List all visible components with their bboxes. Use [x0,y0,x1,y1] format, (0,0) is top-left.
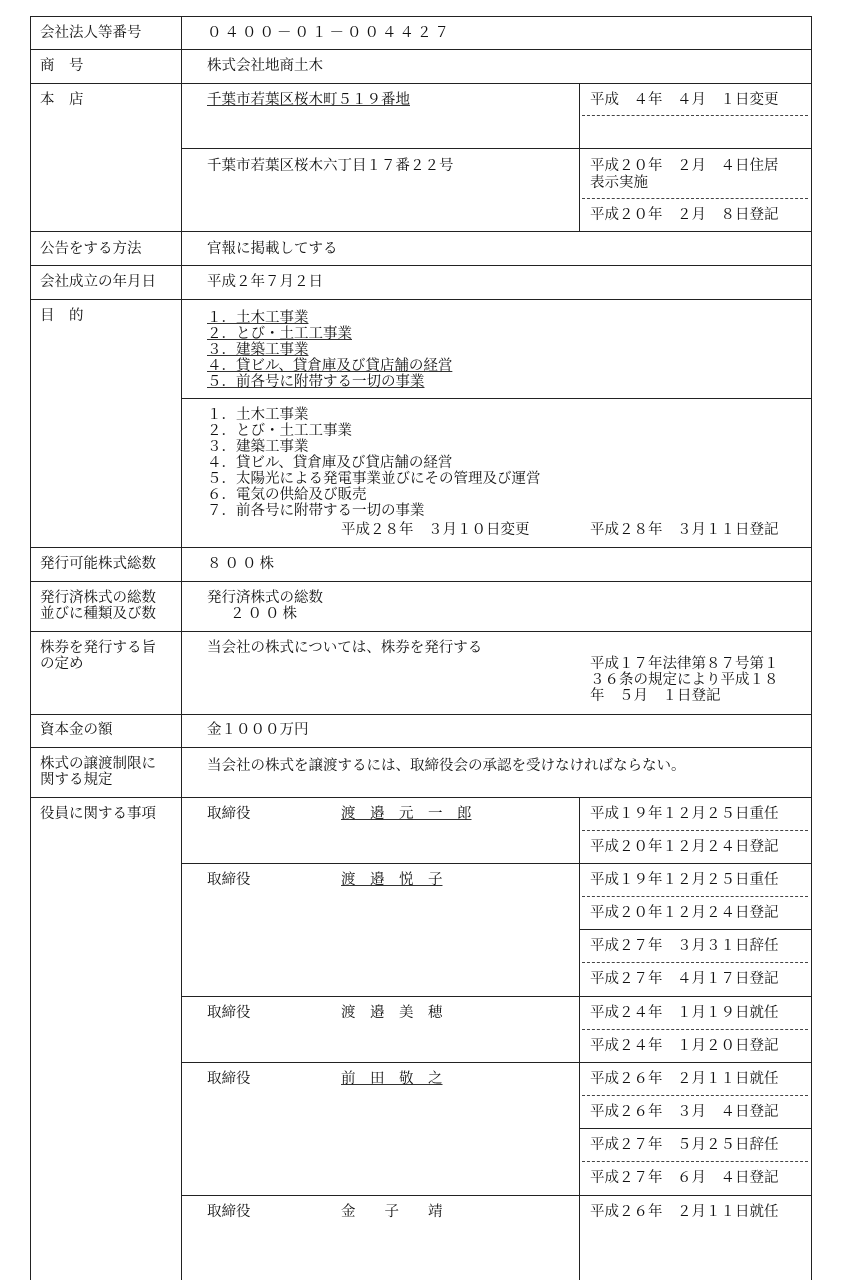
row-divider [181,1195,811,1196]
old-purpose-item: ４．貸ビル、貸倉庫及び貸店舗の経営 [207,358,453,374]
purpose-item: ５．太陽光による発電事業並びにその管理及び運営 [207,471,541,487]
row-divider [579,1128,811,1129]
purpose-item: ４．貸ビル、貸倉庫及び貸店舗の経営 [207,455,453,471]
share-certificates-note: 平成１７年法律第８７号第１ [590,656,779,672]
officer-name: 金 子 靖 [341,1204,443,1220]
label-divider [181,16,182,1280]
transfer-restriction-label: 関する規定 [40,772,113,788]
share-certificates-note: ３６条の規定により平成１８ [590,672,779,688]
officer-title: 取締役 [207,806,251,822]
head-office-label: 本 店 [40,92,84,108]
old-purpose-item: ３．建築工事業 [207,342,309,358]
purpose-item: ７．前各号に附帯する一切の事業 [207,503,425,519]
corp-number-value: ０４００－０１－００４４２７ [207,25,452,41]
officer-entry: 平成１９年１２月２５日重任 [590,806,779,822]
row-divider [30,797,811,798]
capital-label: 資本金の額 [40,722,113,738]
row-divider [30,83,811,84]
dashed-divider [582,962,808,963]
officer-entry: 平成２７年 ５月２５日辞任 [590,1137,779,1153]
new-address: 千葉市若葉区桜木六丁目１７番２２号 [207,158,454,174]
officer-entry: 平成２６年 ３月 ４日登記 [590,1104,779,1120]
officer-title: 取締役 [207,872,251,888]
capital-value: 金１０００万円 [207,722,309,738]
new-address-note: 平成２０年 ２月 ４日住居 [590,158,779,174]
issued-shares-heading: 発行済株式の総数 [207,590,323,606]
row-divider [181,398,811,399]
row-divider [181,148,811,149]
purpose-change-date: 平成２８年 ３月１０日変更 [341,522,530,538]
trade-name-value: 株式会社地商土木 [207,58,323,74]
row-divider [181,1062,811,1063]
officer-entry: 平成１９年１２月２５日重任 [590,872,779,888]
old-purpose-item: ２．とび・土工工事業 [207,326,352,342]
purpose-item: ２．とび・土工工事業 [207,423,352,439]
row-divider [30,231,811,232]
row-divider [30,631,811,632]
share-certificates-label: 株券を発行する旨 [40,640,156,656]
officer-entry: 平成２７年 ４月１７日登記 [590,971,779,987]
transfer-restriction-value: 当会社の株式を譲渡するには、取締役会の承認を受けなければならない。 [207,758,686,774]
share-certificates-label: の定め [40,656,84,672]
trade-name-label: 商 号 [40,58,84,74]
left-border [30,16,31,1280]
purpose-item: ３．建築工事業 [207,439,309,455]
officer-entry: 平成２６年 ２月１１日就任 [590,1204,779,1220]
officer-entry: 平成２０年１２月２４日登記 [590,905,779,921]
public-notice-label: 公告をする方法 [40,241,142,257]
officer-entry: 平成２７年 ６月 ４日登記 [590,1170,779,1186]
old-address-change-date: 平成 ４年 ４月 １日変更 [590,92,779,108]
dashed-divider [582,1029,808,1030]
row-divider [30,581,811,582]
officer-name: 渡 邉 元 一 郎 [341,806,472,822]
old-address: 千葉市若葉区桜木町５１９番地 [207,92,410,108]
purpose-item: １．土木工事業 [207,407,309,423]
officer-name: 渡 邉 悦 子 [341,872,443,888]
row-divider [30,299,811,300]
dashed-divider [582,830,808,831]
right-border [811,16,812,1280]
officer-title: 取締役 [207,1005,251,1021]
old-purpose-item: ５．前各号に附帯する一切の事業 [207,374,425,390]
officer-title: 取締役 [207,1071,251,1087]
transfer-restriction-label: 株式の譲渡制限に [40,756,156,772]
purpose-item: ６．電気の供給及び販売 [207,487,367,503]
old-purpose-item: １．土木工事業 [207,310,309,326]
officer-name: 渡 邉 美 穂 [341,1005,443,1021]
row-divider [30,49,811,50]
public-notice-value: 官報に掲載してする [207,241,338,257]
officer-entry: 平成２７年 ３月３１日辞任 [590,938,779,954]
top-border [30,16,811,17]
dashed-divider [582,1095,808,1096]
officer-title: 取締役 [207,1204,251,1220]
authorized-shares-label: 発行可能株式総数 [40,556,156,572]
purpose-label: 目 的 [40,308,84,324]
officers-label: 役員に関する事項 [40,806,156,822]
establishment-label: 会社成立の年月日 [40,274,156,290]
dashed-divider [582,896,808,897]
dashed-divider [582,115,808,116]
row-divider [30,747,811,748]
purpose-registered-date: 平成２８年 ３月１１日登記 [590,522,779,538]
row-divider [30,714,811,715]
authorized-shares-value: ８００株 [207,556,277,572]
officer-entry: 平成２６年 ２月１１日就任 [590,1071,779,1087]
date-column-divider [579,797,580,1280]
share-certificates-value: 当会社の株式については、株券を発行する [207,640,483,656]
officer-entry: 平成２４年 １月１９日就任 [590,1005,779,1021]
issued-shares-label: 発行済株式の総数 [40,590,156,606]
establishment-value: 平成２年７月２日 [207,274,323,290]
dashed-divider [582,1161,808,1162]
officer-entry: 平成２０年１２月２４日登記 [590,839,779,855]
new-address-note: 表示実施 [590,175,648,191]
officer-entry: 平成２４年 １月２０日登記 [590,1038,779,1054]
officer-name: 前 田 敬 之 [341,1071,443,1087]
dashed-divider [582,198,808,199]
row-divider [181,996,811,997]
row-divider [30,265,811,266]
share-certificates-note: 年 ５月 １日登記 [590,688,721,704]
corp-number-label: 会社法人等番号 [40,25,142,41]
issued-shares-label: 並びに種類及び数 [40,606,156,622]
row-divider [30,547,811,548]
new-address-registered: 平成２０年 ２月 ８日登記 [590,207,779,223]
issued-shares-value: ２００株 [230,606,300,622]
row-divider [181,863,811,864]
row-divider [579,929,811,930]
date-column-divider [579,83,580,231]
